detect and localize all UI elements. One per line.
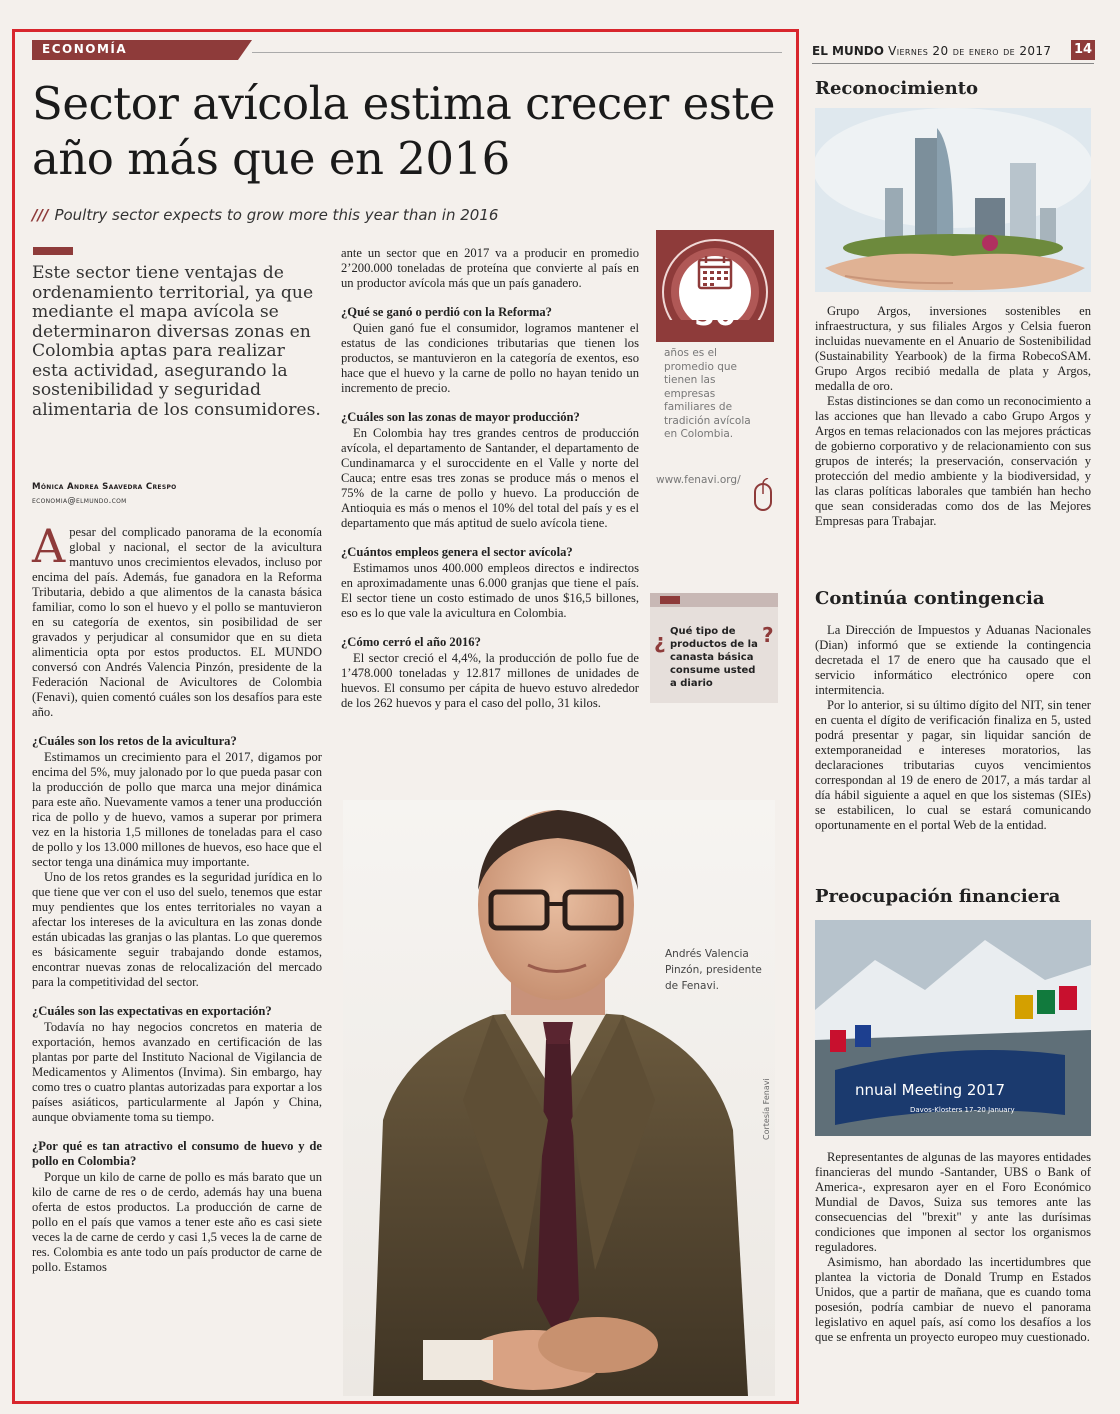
masthead — [812, 44, 1051, 58]
stat-box — [656, 230, 774, 342]
article-column-1 — [32, 519, 322, 1275]
answer-paragraph: Estimamos un crecimiento para el 2017, digamos por encima del 5%, muy jalonado por lo que pueda pasar con la producción de pollo que marca una mejor dinámica para este año. Nuevamente vamos a tener una producción rica de pollo y de huevo, vamos a superar por primera vez en la historia 1,5 millones de toneladas para el caso de pollo y los 13.000 millones de huevos, eso hace que el sector tenga una dinámica muy importante. — [32, 750, 322, 869]
question-heading: ¿Cuántos empleos genera el sector avícola? — [341, 545, 573, 559]
section-rule — [252, 52, 782, 53]
issue-date: Viernes 20 de enero de 2017 — [888, 44, 1052, 58]
masthead-rule — [812, 63, 1094, 64]
answer-paragraph: En Colombia hay tres grandes centros de producción avícola, el departamento de Santander, el departamento de Cundinamarca y el suroccidente en el Valle y norte del Cauca; entre esas tres zonas se produce más o menos el 75% de la carne de pollo y huevo. La producción de Antioquia es más o menos el 10% del total del país y es el departamento que más aptitud de suelo avícola tiene. — [341, 426, 639, 530]
sidebar-paragraph: Asimismo, han abordado las incertidumbres que plantea la victoria de Donald Trump en Estados Unidos, que a partir de mañana, que es cuando toma posesión, podría cambiar de nuevo el panorama legislativo en aquel país, así como los desafíos a los que se enfrenta un proyecto europeo muy cuestionado. — [815, 1255, 1091, 1344]
paper-name: EL MUNDO — [812, 44, 884, 58]
question-heading: ¿Qué se ganó o perdió con la Reforma? — [341, 305, 552, 319]
sidebar-text-preocupacion — [815, 1150, 1091, 1345]
intro-paragraph: pesar del complicado panorama de la economía global y nacional, el sector de la avicultura mantuvo unos crecimientos elevados, incluso por encima del país. Además, fue ganadora en la Reforma Tributaria, debido a que alimentos de la canasta básica familiar, como lo son el huevo y el pollo se mantuvieron en su categoría de exentos, sin posibilidad de ser gravados y perjudicar al consumidor que en su dieta alimenticia opta por estos productos. EL MUNDO conversó con Andrés Valencia Pinzón, presidente de la Federación Nacional de Avicultores de Colombia (Fenavi), quien comentó cuáles son los desafíos para este año. — [32, 525, 322, 719]
question-heading: ¿Cuáles son las expectativas en exportación? — [32, 1004, 272, 1018]
davos-banner-subtitle: Davos-Klosters 17–20 January — [910, 1106, 1015, 1114]
city-in-hand-image — [815, 108, 1091, 292]
sidebar-paragraph: Estas distinciones se dan como un reconocimiento a las acciones que han llevado a cabo Grupo Argos y Argos en temas relacionados con las mejores prácticas de gobierno corporativo y de relacionamiento con sus grupos de interés; la preservación, conservación y protección del medio ambiente y la biodiversidad, y las claras políticas laborales que también han hecho que sean consideradas como dos de las Mejores Empresas para Trabajar. — [815, 394, 1091, 528]
article-column-2 — [341, 246, 639, 711]
photo-credit: Cortesía Fenavi — [762, 1078, 771, 1140]
sidebar-paragraph: Representantes de algunas de las mayores entidades financieras del mundo -Santander, UBS o Bank of America-, expresaron ayer en el Foro Económico Mundial de Davos, Suiza sus temores ante las consecuencias del "brexit" y ante las durísimas condiciones que imponen al sector los organismos reguladores. — [815, 1150, 1091, 1254]
byline-email: economia@elmundo.com — [32, 495, 127, 505]
sidebar-text-contingencia — [815, 623, 1091, 833]
question-box-bar — [650, 593, 778, 607]
answer-paragraph: Todavía no hay negocios concretos en materia de exportación, hemos avanzado en certificación de las plantas por parte del Instituto Nacional de Vigilancia de Medicamentos y Alimentos (Invima). Sin embargo, hay como tres o cuatro plantas autorizadas para exportar a los países asiáticos, particularmente al Japón y China, aunque obviamente toma su tiempo. — [32, 1020, 322, 1124]
subheadline-prefix: /// — [32, 206, 49, 224]
subheadline-text: Poultry sector expects to grow more this year than in 2016 — [54, 206, 499, 224]
drop-cap: A — [32, 519, 66, 573]
stat-link[interactable]: www.fenavi.org/ — [656, 474, 741, 486]
answer-paragraph: Uno de los retos grandes es la seguridad jurídica en lo que tiene que ver con el uso del suelo, tenemos que estar muy pendientes que los entes territoriales no vayan a afectar los intereses de la avicultura en las zonas donde están ubicadas las granjas o las plantas. Lo que queremos es básicamente seguir trabajando donde estamos, encontrar nuevas zonas de relocalización del mercado para la competitividad del sector. — [32, 870, 322, 989]
sidebar-heading-reconocimiento: Reconocimiento — [815, 78, 979, 99]
reader-question-text: Qué tipo de productos de la canasta básica consume usted a diario — [670, 626, 758, 689]
question-heading: ¿Cuáles son los retos de la avicultura? — [32, 734, 237, 748]
question-heading: ¿Por qué es tan atractivo el consumo de huevo y de pollo en Colombia? — [32, 1139, 322, 1168]
page-number: 14 — [1071, 40, 1095, 60]
sidebar-paragraph: Grupo Argos, inversiones sostenibles en infraestructura, y sus filiales Argos y Celsia fueron incluidas nuevamente en el Anuario de Sostenibilidad (Sustainability Yearbook) de la firma RobecoSAM. Grupo Argos recibió medalla de plata y Argos, medalla de oro. — [815, 304, 1091, 393]
stat-label: años es el promedio que tienen las empresas familiares de tradición avícola en Colombia. — [664, 347, 751, 440]
sidebar-heading-contingencia: Continúa contingencia — [815, 588, 1045, 609]
section-label: ECONOMÍA — [32, 40, 238, 60]
lead-marker — [33, 247, 73, 255]
answer-paragraph: El sector creció el 4,4%, la producción de pollo fue de 1’478.000 toneladas y 12.817 millones de unidades de huevos. El consumo per cápita de huevo estuvo alrededor de los 262 huevos y para el caso del pollo, 31 kilos. — [341, 651, 639, 710]
subheadline — [32, 206, 498, 224]
answer-paragraph: Estimamos unos 400.000 empleos directos e indirectos en aproximadamente unas 6.000 granjas que tiene el país. El sector tiene un costo estimado de unos $16,5 billones, eso es lo que vale la avicultura en Colombia. — [341, 561, 639, 620]
sidebar-text-reconocimiento — [815, 304, 1091, 529]
stat-value: 50 — [694, 298, 736, 333]
reader-question-box — [650, 593, 778, 703]
sidebar-heading-preocupacion: Preocupación financiera — [815, 886, 1061, 907]
mouse-icon — [752, 478, 774, 518]
question-heading: ¿Cómo cerró el año 2016? — [341, 635, 481, 649]
lead-paragraph: Este sector tiene ventajas de ordenamiento territorial, ya que mediante el mapa avícola se determinaron diversas zonas en Colombia aptas para realizar esta actividad, asegurando la sostenibilidad y seguridad alimentaria de los consumidores. — [32, 263, 321, 420]
portrait-photo — [343, 800, 775, 1396]
sidebar-paragraph: Por lo anterior, si su último dígito del NIT, sin tener en cuenta el dígito de verificación finaliza en 5, usted podrá presentar y pagar, sin liquidar sanción de extemporaneidad e intereses moratorios, las declaraciones tributarias cuyos vencimientos correspondan al 19 de enero de 2017, a más tardar al día hábil siguiente a aquel en que los sistemas (SIEs) se estabilicen, lo cual se estará comunicando oportunamente en el portal Web de la entidad. — [815, 698, 1091, 832]
sidebar-paragraph: La Dirección de Impuestos y Aduanas Nacionales (Dian) informó que se extiende la contingencia decretada el 17 de enero que ha causado que el servicio informático electrónico opere con intermitencia. — [815, 623, 1091, 697]
headline: Sector avícola estima crecer este año más que en 2016 — [32, 77, 776, 185]
byline-author: Mónica Andrea Saavedra Crespo — [32, 482, 177, 492]
davos-illustration — [815, 920, 1091, 1136]
portrait-illustration — [343, 800, 775, 1396]
question-open-mark: ¿ — [654, 629, 666, 653]
photo-caption: Andrés Valencia Pinzón, presidente de Fenavi. — [665, 948, 762, 992]
continued-paragraph: ante un sector que en 2017 va a producir en promedio 2’200.000 toneladas de proteína que convierte al país en un productor avícola más que un país ganadero. — [341, 246, 639, 290]
davos-image — [815, 920, 1091, 1136]
question-heading: ¿Cuáles son las zonas de mayor producción? — [341, 410, 580, 424]
answer-paragraph: Porque un kilo de carne de pollo es más barato que un kilo de carne de res o de cerdo, además hay una buena oferta de estos productos. La producción de carne de pollo en el país que vamos a tener este año es casi siete veces la de carne de cerdo y casi 1,5 veces la de carne de res. Colombia es ante todo un país productor de carne de pollo. Estamos — [32, 1170, 322, 1274]
answer-paragraph: Quien ganó fue el consumidor, logramos mantener el estatus de las condiciones tributarias que tienen los productos, se mantuvieron en la categoría de exentos, eso hace que el huevo y la carne de pollo no hayan tenido un incremento de precio. — [341, 321, 639, 395]
question-close-mark: ? — [762, 623, 774, 647]
city-hand-illustration — [815, 108, 1091, 292]
davos-banner-title: nnual Meeting 2017 — [855, 1081, 1006, 1099]
